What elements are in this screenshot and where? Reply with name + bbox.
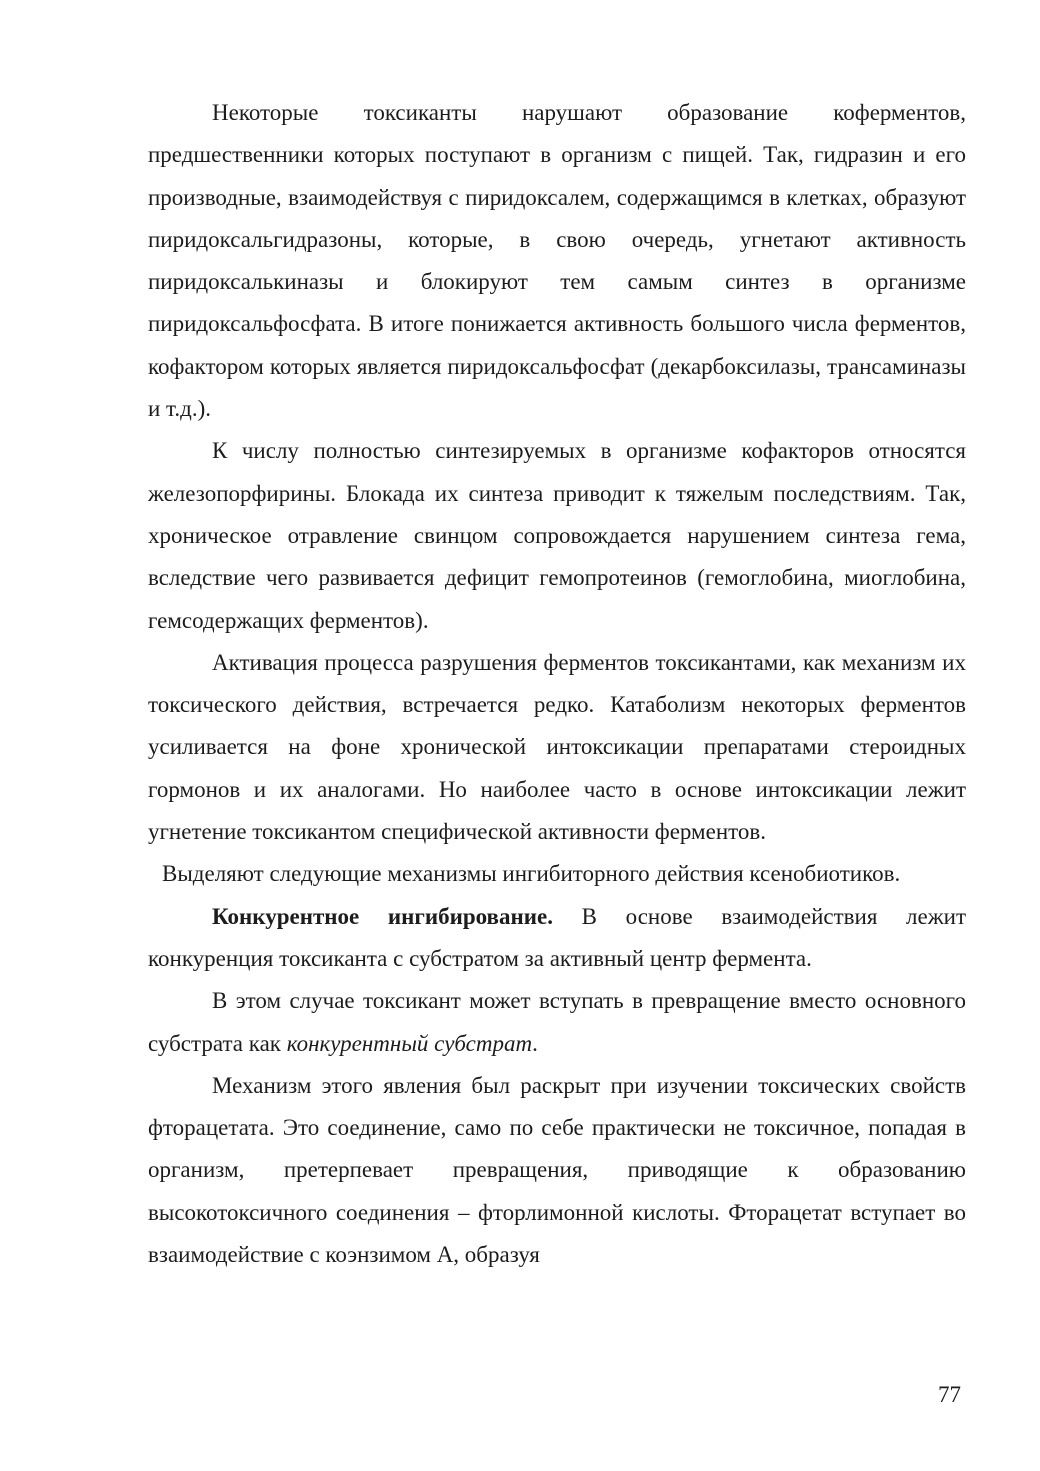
- paragraph-text: Выделяют следующие механизмы ингибиторного действия ксенобиотиков.: [162, 861, 901, 887]
- paragraph-tail: .: [532, 1030, 538, 1056]
- paragraph-text: Активация процесса разрушения ферментов токсикантами, как механизм их токсического действия, встречается редко. Катаболизм некоторых ферментов усиливается на фоне хронической интоксикации препаратами стероидных гормонов и их аналогами. Но наиболее часто в основе интоксикации лежит угнетение токсикантом специфической активности ферментов.: [148, 649, 966, 845]
- page-body: [148, 92, 966, 1276]
- term-heading: Конкурентное ингибирование.: [212, 903, 553, 929]
- paragraph-coenzymes: [148, 92, 966, 430]
- paragraph-competitive-inhibition: [148, 896, 966, 981]
- paragraph-fluoroacetate: [148, 1065, 966, 1276]
- paragraph-mechanisms-intro: [148, 853, 966, 895]
- paragraph-text: В этом случае токсикант может вступать в превращение вместо основного субстрата как: [148, 988, 966, 1056]
- paragraph-enzyme-destruction: [148, 642, 966, 853]
- paragraph-text: Механизм этого явления был раскрыт при изучении токсических свойств фторацетата. Это соединение, само по себе практически не токсичное, попадая в организм, претерпевает превращения, приводящие к образованию высокотоксичного соединения – фторлимонной кислоты. Фторацетат вступает во взаимодействие с коэнзимом А, образуя: [148, 1072, 966, 1268]
- paragraph-competitive-substrate: [148, 980, 966, 1065]
- paragraph-text: К числу полностью синтезируемых в организме кофакторов относятся железопорфирины. Блокада их синтеза приводит к тяжелым последствиям. Так, хроническое отравление свинцом сопровождается нарушением синтеза гема, вследствие чего развивается дефицит гемопротеинов (гемоглобина, миоглобина, гемсодержащих ферментов).: [148, 438, 966, 633]
- paragraph-ironporphyrins: [148, 430, 966, 641]
- paragraph-text: Некоторые токсиканты нарушают образование коферментов, предшественники которых поступают в организм с пищей. Так, гидразин и его производные, взаимодействуя с пиридоксалем, содержащимся в клетках, образуют пиридоксальгидразоны, которые, в свою очередь, угнетают активность пиридоксалькиназы и блокируют тем самым синтез в организме пиридоксальфосфата. В итоге понижается активность большого числа ферментов, кофактором которых является пиридоксальфосфат (декарбоксилазы, трансаминазы и т.д.).: [148, 100, 966, 422]
- page-number: 77: [938, 1382, 961, 1407]
- paragraph-text: В основе взаимодействия лежит конкуренция токсиканта с субстратом за активный центр фермента.: [148, 903, 966, 971]
- italic-term: конкурентный субстрат: [286, 1030, 533, 1056]
